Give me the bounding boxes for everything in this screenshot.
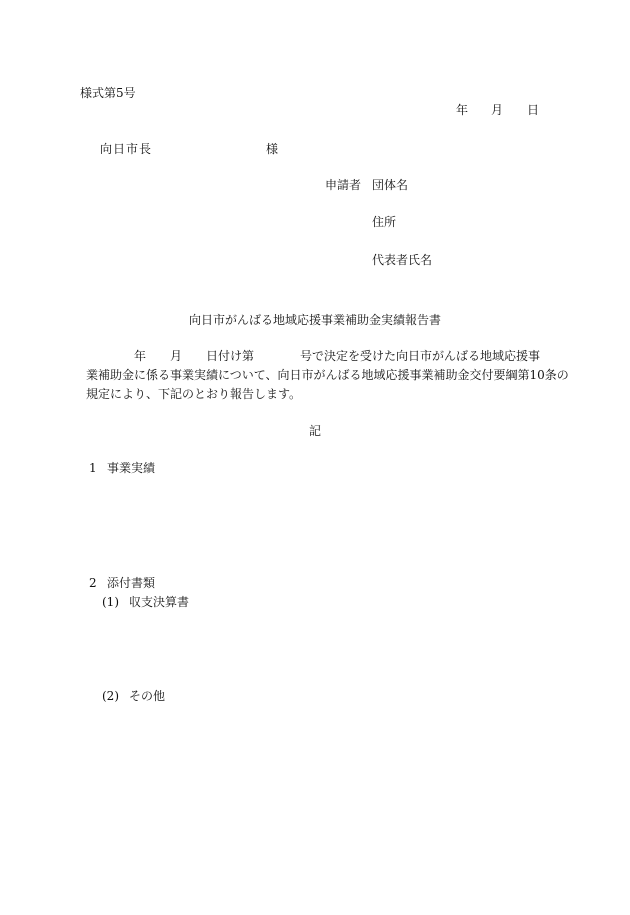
subitem-2-label: その他 [129,689,166,703]
item-1-label: 事業実績 [107,461,156,475]
date-month-label: 月 [491,103,504,117]
report-body [86,347,569,404]
ki-heading: 記 [309,424,322,438]
body-line-1 [86,347,552,366]
body-date-prefix: 日付け第 [206,349,255,363]
body-month: 月 [170,349,183,363]
item-2-label: 添付書類 [107,576,156,590]
date-day-label: 日 [527,103,540,117]
item-1-number: 1 [89,461,97,475]
body-line-3: 規定により、下記のとおり報告します。 [86,387,302,401]
subitem-2-number: (2) [102,689,119,703]
body-year: 年 [134,349,147,363]
subitem-1-number: (1) [102,595,119,609]
address-label: 住所 [372,215,397,229]
document-title: 向日市がんばる地域応援事業補助金実績報告書 [189,313,442,327]
body-line-2: 業補助金に係る事業実績について、向日市がんばる地域応援事業補助金交付要綱第10条の [86,368,569,382]
addressee-name: 向日市長 [100,142,153,156]
item-2-number: 2 [89,576,97,590]
addressee-honorific: 様 [266,142,279,156]
subitem-1-label: 収支決算書 [129,595,190,609]
representative-label: 代表者氏名 [372,253,433,267]
applicant-label: 申請者 [325,178,362,192]
date-year-label: 年 [456,103,469,117]
group-name-label: 団体名 [372,178,409,192]
body-line-1-text: 号で決定を受けた向日市がんばる地域応援事 [300,349,541,363]
form-number: 様式第5号 [80,86,136,100]
